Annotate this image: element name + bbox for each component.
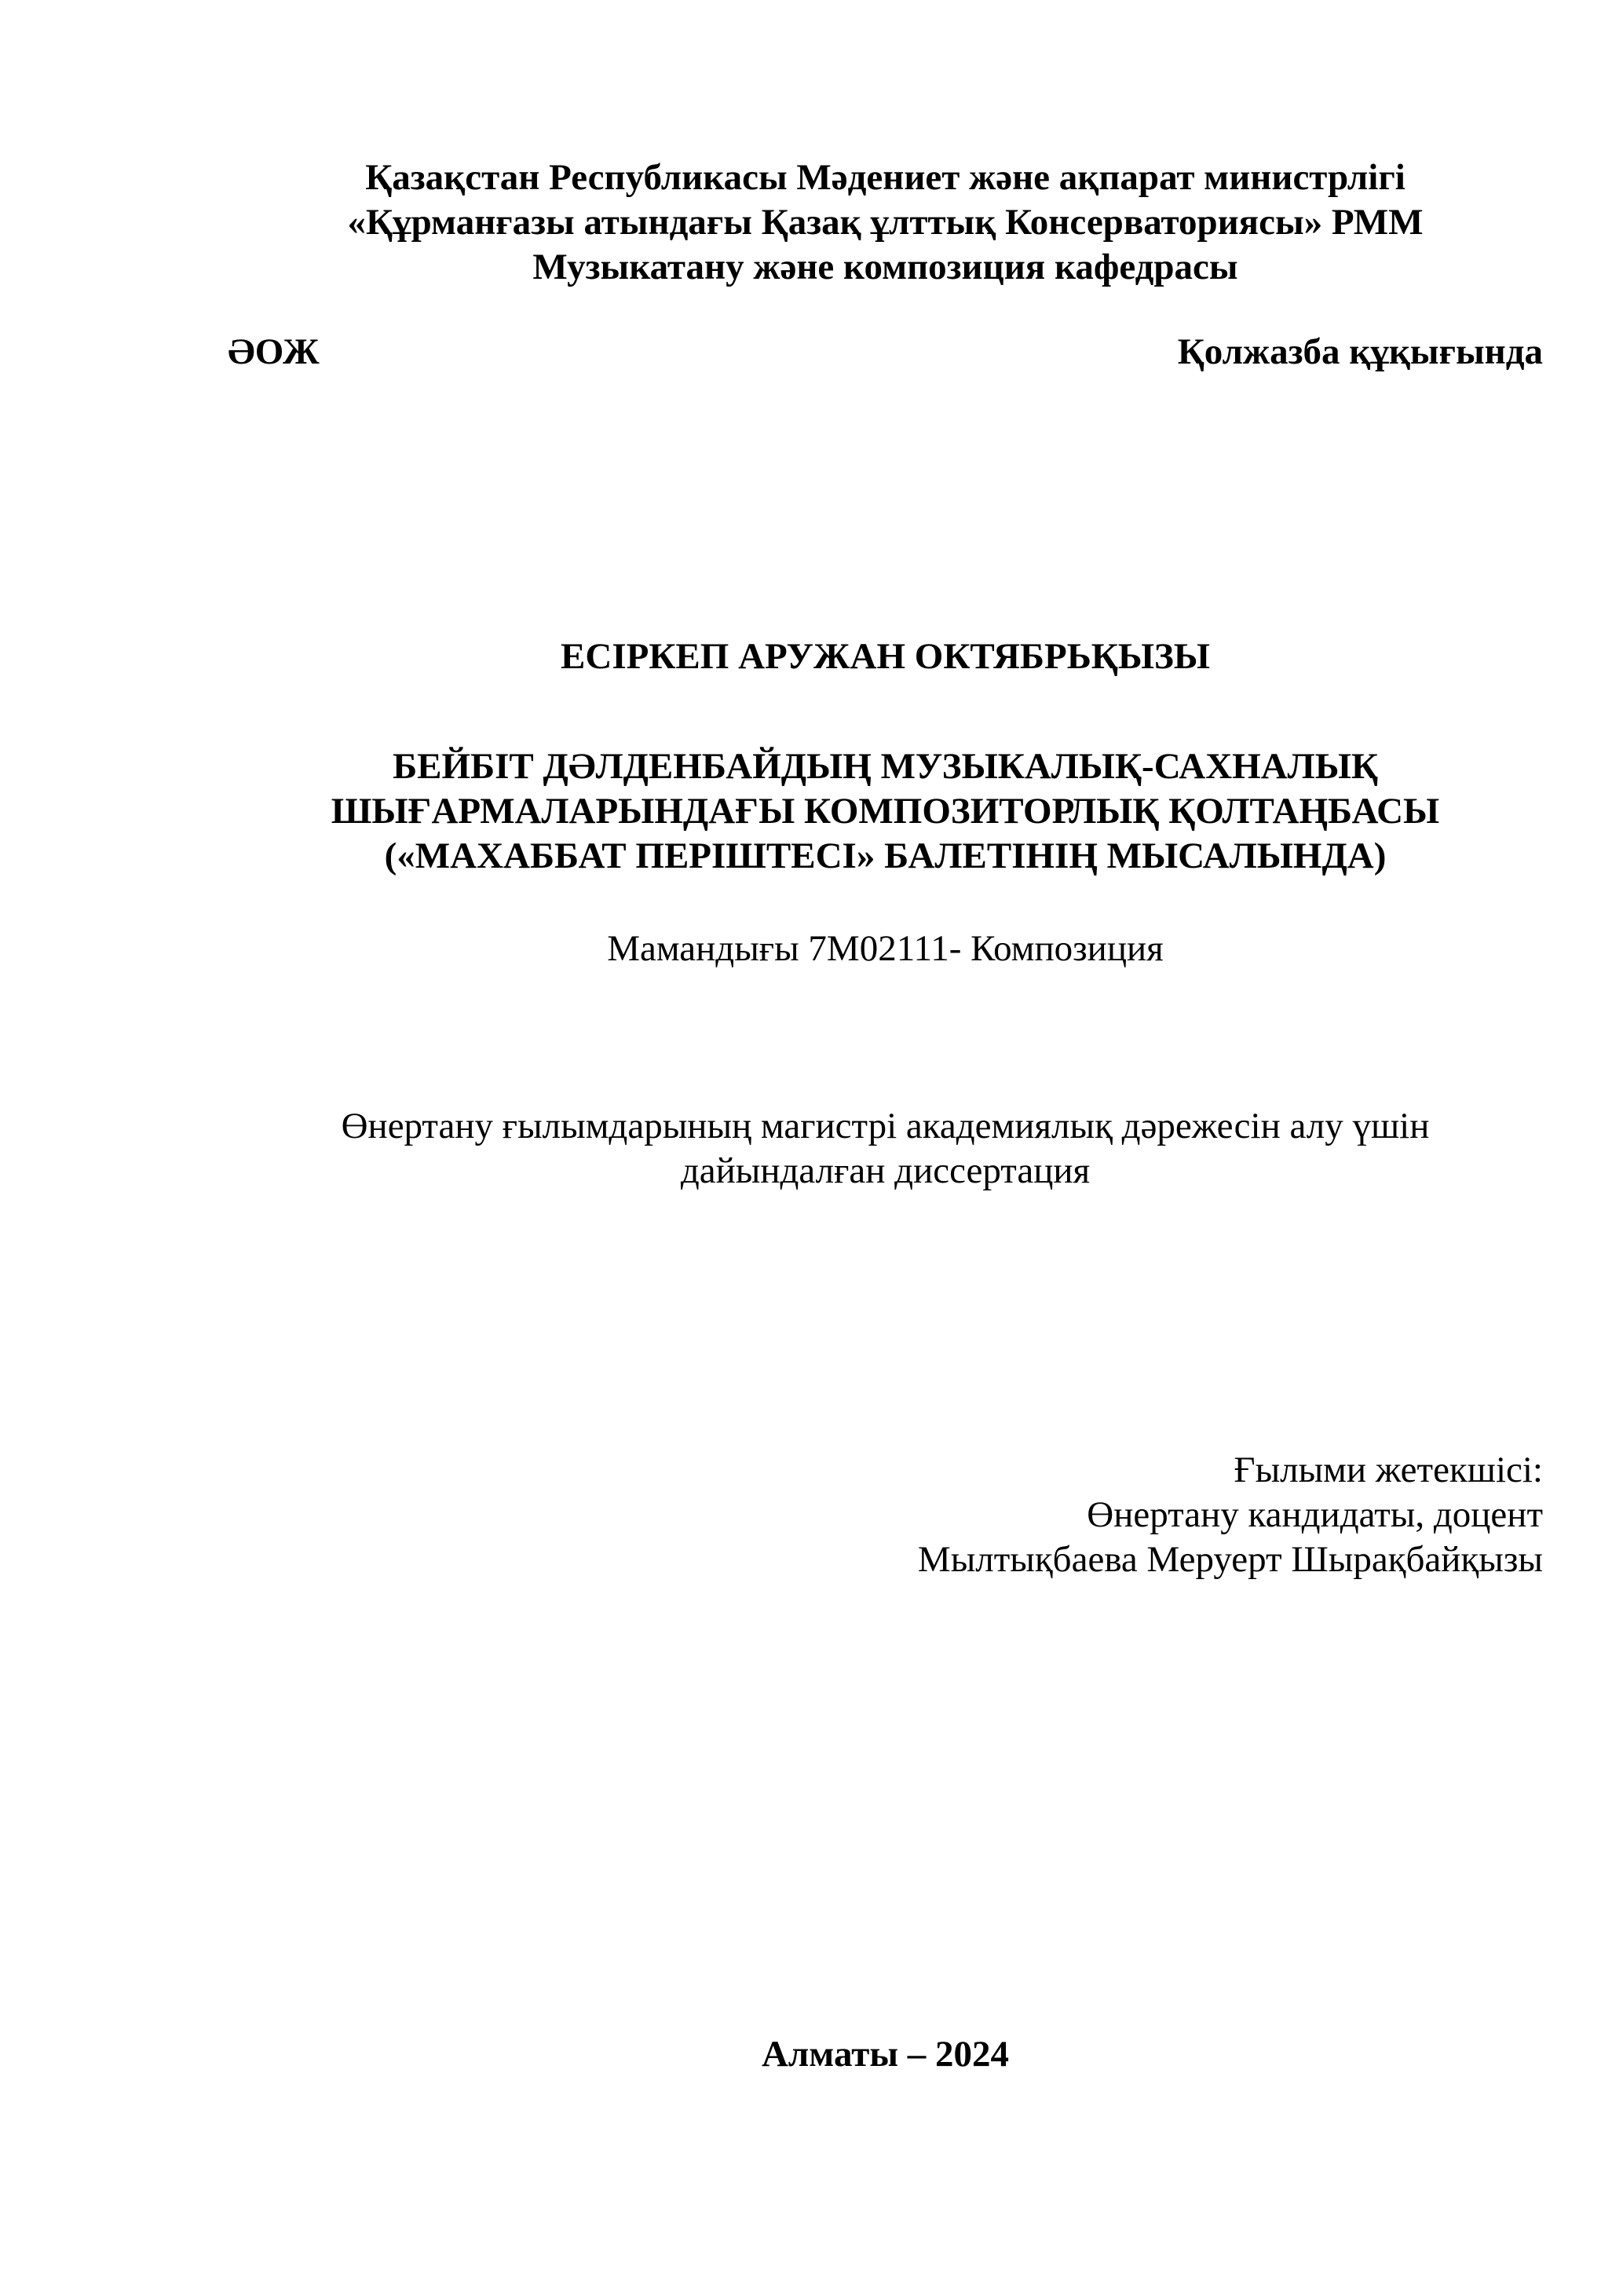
author-name: ЕСІРКЕП АРУЖАН ОКТЯБРЬҚЫЗЫ [561, 636, 1210, 677]
degree-purpose [228, 1104, 1543, 1194]
title-line-1: БЕЙБІТ ДӘЛДЕНБАЙДЫҢ МУЗЫКАЛЫҚ-САХНАЛЫҚ [393, 746, 1378, 787]
ministry-line: Қазақстан Республикасы Мәдениет және ақпарат министрлігі [365, 157, 1406, 198]
dissertation-title [228, 744, 1543, 879]
supervisor-label: Ғылыми жетекшісі: [1234, 1450, 1543, 1490]
supervisor-degree: Өнертану кандидаты, доцент [1087, 1494, 1543, 1535]
manuscript-rights-label: Қолжазба құқығында [1177, 331, 1543, 372]
purpose-line-1: Өнертану ғылымдарының магистрі академиялық дәрежесін алу үшін [341, 1106, 1430, 1146]
department-line: Музыкатану және композиция кафедрасы [532, 247, 1238, 287]
institution-header [228, 155, 1543, 290]
title-line-2: ШЫҒАРМАЛАРЫНДАҒЫ КОМПОЗИТОРЛЫҚ ҚОЛТАҢБАСЫ [331, 791, 1440, 832]
conservatory-line: «Құрманғазы атындағы Қазақ ұлттық Консерваториясы» РММ [347, 202, 1424, 243]
purpose-line-2: дайындалған диссертация [680, 1150, 1091, 1191]
supervisor-name: Мылтықбаева Меруерт Шырақбайқызы [917, 1539, 1543, 1580]
udk-label: ӘОЖ [228, 331, 320, 372]
city-year: Алматы – 2024 [761, 2034, 1010, 2075]
title-line-3: («МАХАББАТ ПЕРІШТЕСІ» БАЛЕТІНІҢ МЫСАЛЫНДА) [384, 835, 1387, 876]
supervisor-block [918, 1448, 1543, 1582]
specialty-line: Мамандығы 7М02111- Композиция [607, 928, 1164, 969]
